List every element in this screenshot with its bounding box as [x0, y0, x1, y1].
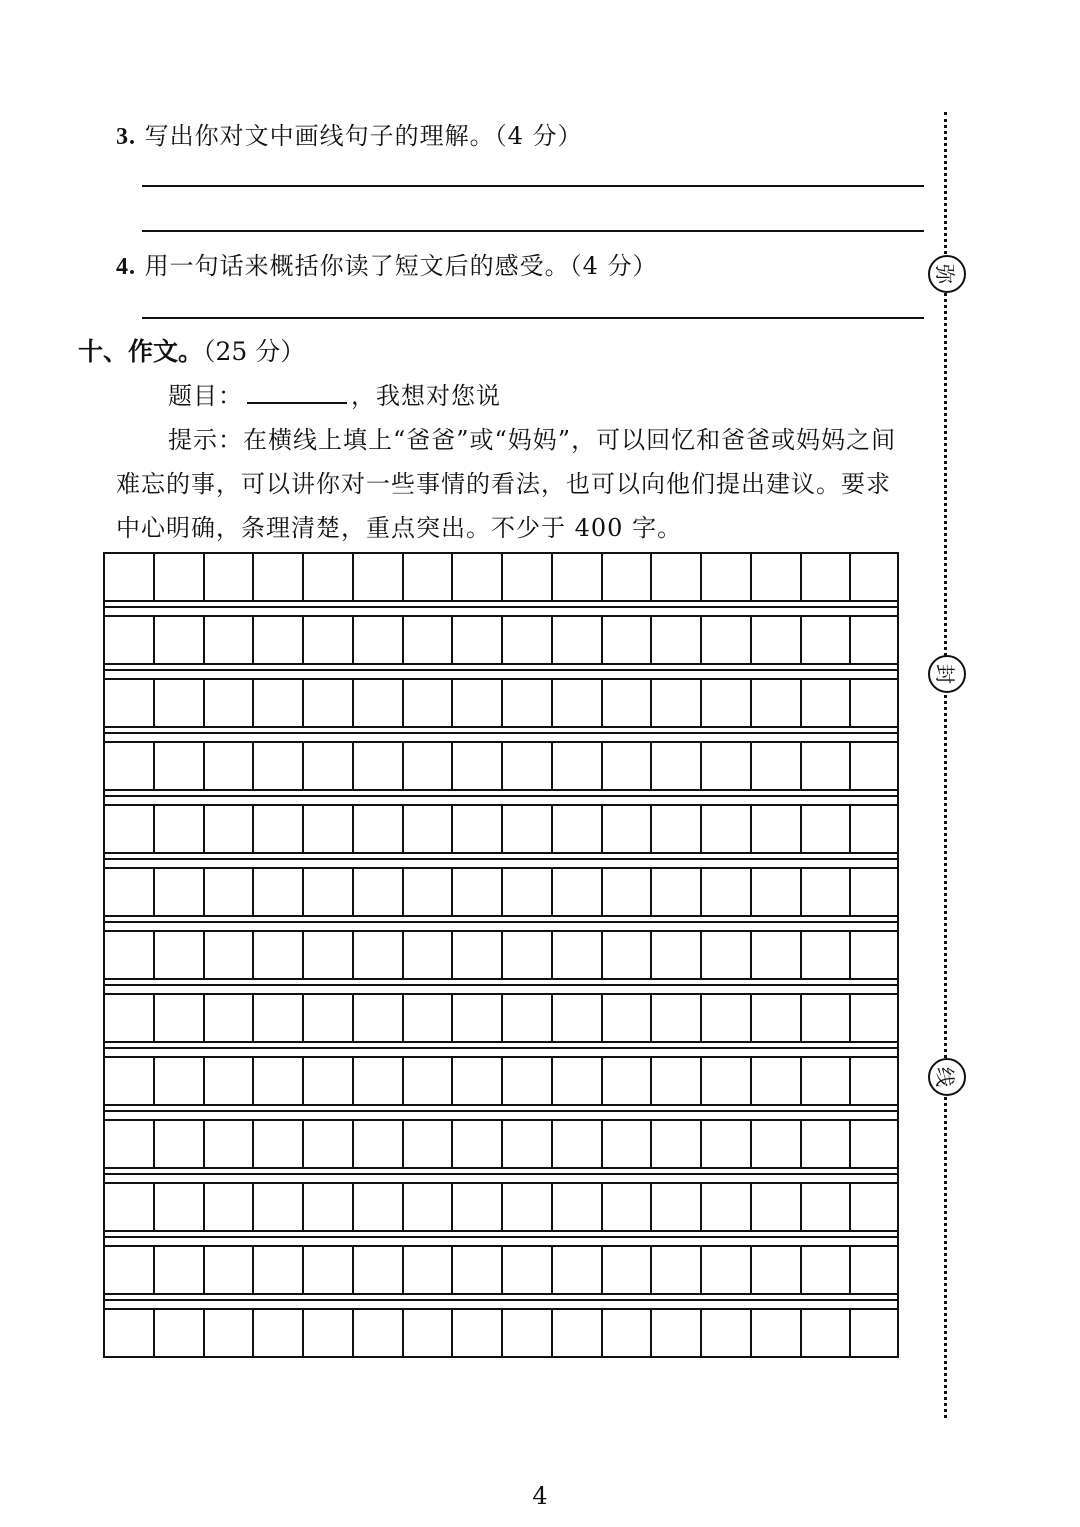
grid-row	[103, 993, 899, 1043]
grid-cell[interactable]	[652, 554, 702, 600]
grid-cell[interactable]	[205, 1310, 255, 1356]
grid-cell[interactable]	[453, 743, 503, 789]
grid-cell[interactable]	[354, 806, 404, 852]
grid-cell[interactable]	[205, 1184, 255, 1230]
grid-cell[interactable]	[404, 680, 454, 726]
grid-cell[interactable]	[652, 1310, 702, 1356]
grid-cell[interactable]	[603, 680, 653, 726]
grid-cell[interactable]	[354, 995, 404, 1041]
grid-cell[interactable]	[752, 1121, 802, 1167]
question-4-text: 用一句话来概括你读了短文后的感受。（4 分）	[144, 252, 658, 280]
grid-cell[interactable]	[155, 554, 205, 600]
title-blank[interactable]	[247, 378, 347, 404]
binding-seal: 弥	[928, 255, 966, 293]
grid-cell[interactable]	[254, 995, 304, 1041]
grid-cell[interactable]	[851, 1247, 901, 1293]
grid-cell[interactable]	[603, 743, 653, 789]
grid-row-gap	[103, 665, 899, 678]
grid-cell[interactable]	[503, 1310, 553, 1356]
grid-row	[103, 1308, 899, 1358]
grid-cell[interactable]	[752, 1310, 802, 1356]
grid-cell[interactable]	[503, 995, 553, 1041]
grid-cell[interactable]	[304, 1184, 354, 1230]
grid-cell[interactable]	[802, 1121, 852, 1167]
grid-cell[interactable]	[404, 1184, 454, 1230]
grid-cell[interactable]	[404, 869, 454, 915]
grid-cell[interactable]	[851, 1184, 901, 1230]
grid-cell[interactable]	[802, 1184, 852, 1230]
grid-cell[interactable]	[652, 869, 702, 915]
grid-cell[interactable]	[553, 554, 603, 600]
grid-cell[interactable]	[603, 1184, 653, 1230]
grid-row-gap	[103, 602, 899, 615]
binding-seal: 线	[928, 1058, 966, 1096]
grid-cell[interactable]	[354, 932, 404, 978]
grid-cell[interactable]	[254, 806, 304, 852]
grid-cell[interactable]	[553, 680, 603, 726]
grid-cell[interactable]	[802, 995, 852, 1041]
grid-cell[interactable]	[404, 806, 454, 852]
grid-cell[interactable]	[503, 1121, 553, 1167]
grid-cell[interactable]	[652, 806, 702, 852]
grid-cell[interactable]	[802, 680, 852, 726]
grid-cell[interactable]	[105, 806, 155, 852]
grid-cell[interactable]	[652, 680, 702, 726]
grid-cell[interactable]	[354, 1184, 404, 1230]
grid-cell[interactable]	[752, 1058, 802, 1104]
grid-cell[interactable]	[354, 1121, 404, 1167]
grid-cell[interactable]	[652, 1121, 702, 1167]
grid-cell[interactable]	[105, 1310, 155, 1356]
grid-cell[interactable]	[205, 554, 255, 600]
grid-cell[interactable]	[802, 554, 852, 600]
grid-cell[interactable]	[254, 743, 304, 789]
grid-cell[interactable]	[553, 1247, 603, 1293]
grid-cell[interactable]	[354, 1247, 404, 1293]
grid-cell[interactable]	[752, 743, 802, 789]
grid-cell[interactable]	[851, 743, 901, 789]
grid-row	[103, 1119, 899, 1169]
grid-cell[interactable]	[603, 932, 653, 978]
grid-cell[interactable]	[503, 1184, 553, 1230]
grid-row-gap	[103, 728, 899, 741]
grid-cell[interactable]	[453, 1184, 503, 1230]
grid-row-gap	[103, 917, 899, 930]
grid-cell[interactable]	[404, 932, 454, 978]
grid-cell[interactable]	[453, 1247, 503, 1293]
grid-row-gap	[103, 980, 899, 993]
grid-cell[interactable]	[453, 995, 503, 1041]
question-3-number: 3.	[116, 124, 136, 150]
grid-cell[interactable]	[254, 869, 304, 915]
grid-cell[interactable]	[752, 869, 802, 915]
grid-cell[interactable]	[851, 1310, 901, 1356]
grid-cell[interactable]	[304, 869, 354, 915]
grid-cell[interactable]	[254, 680, 304, 726]
grid-cell[interactable]	[752, 932, 802, 978]
grid-row	[103, 804, 899, 854]
grid-cell[interactable]	[354, 554, 404, 600]
grid-cell[interactable]	[851, 554, 901, 600]
grid-cell[interactable]	[205, 1121, 255, 1167]
grid-row	[103, 615, 899, 665]
grid-cell[interactable]	[254, 1310, 304, 1356]
grid-row-gap	[103, 1106, 899, 1119]
grid-cell[interactable]	[702, 680, 752, 726]
grid-cell[interactable]	[105, 1121, 155, 1167]
section-number: 十、	[78, 337, 129, 366]
grid-cell[interactable]	[354, 743, 404, 789]
grid-cell[interactable]	[802, 1247, 852, 1293]
grid-cell[interactable]	[354, 1310, 404, 1356]
grid-cell[interactable]	[603, 1310, 653, 1356]
grid-cell[interactable]	[503, 617, 553, 663]
grid-cell[interactable]	[652, 617, 702, 663]
hint-line-1: 提示：在横线上填上“爸爸”或“妈妈”，可以回忆和爸爸或妈妈之间	[168, 426, 897, 454]
grid-cell[interactable]	[205, 806, 255, 852]
grid-cell[interactable]	[404, 554, 454, 600]
grid-cell[interactable]	[453, 1310, 503, 1356]
grid-cell[interactable]	[254, 617, 304, 663]
grid-cell[interactable]	[304, 554, 354, 600]
grid-cell[interactable]	[802, 932, 852, 978]
grid-cell[interactable]	[702, 869, 752, 915]
grid-cell[interactable]	[205, 932, 255, 978]
grid-cell[interactable]	[453, 554, 503, 600]
grid-row	[103, 930, 899, 980]
grid-cell[interactable]	[652, 743, 702, 789]
grid-cell[interactable]	[155, 1247, 205, 1293]
grid-cell[interactable]	[304, 743, 354, 789]
grid-cell[interactable]	[155, 617, 205, 663]
grid-cell[interactable]	[702, 1247, 752, 1293]
grid-cell[interactable]	[752, 995, 802, 1041]
grid-row	[103, 1182, 899, 1232]
grid-cell[interactable]	[702, 1058, 752, 1104]
grid-row	[103, 867, 899, 917]
grid-cell[interactable]	[254, 1184, 304, 1230]
grid-cell[interactable]	[105, 743, 155, 789]
grid-cell[interactable]	[851, 806, 901, 852]
grid-cell[interactable]	[304, 680, 354, 726]
grid-cell[interactable]	[802, 1058, 852, 1104]
grid-cell[interactable]	[702, 1184, 752, 1230]
grid-cell[interactable]	[205, 869, 255, 915]
grid-cell[interactable]	[802, 743, 852, 789]
grid-cell[interactable]	[851, 617, 901, 663]
grid-cell[interactable]	[155, 1058, 205, 1104]
grid-cell[interactable]	[603, 806, 653, 852]
grid-cell[interactable]	[702, 1310, 752, 1356]
grid-cell[interactable]	[652, 995, 702, 1041]
grid-cell[interactable]	[155, 1121, 205, 1167]
grid-cell[interactable]	[304, 995, 354, 1041]
grid-cell[interactable]	[404, 743, 454, 789]
grid-row-gap	[103, 1043, 899, 1056]
grid-cell[interactable]	[652, 932, 702, 978]
grid-cell[interactable]	[155, 806, 205, 852]
grid-cell[interactable]	[105, 869, 155, 915]
grid-cell[interactable]	[453, 1058, 503, 1104]
grid-cell[interactable]	[155, 932, 205, 978]
grid-cell[interactable]	[702, 554, 752, 600]
grid-cell[interactable]	[702, 995, 752, 1041]
grid-cell[interactable]	[304, 932, 354, 978]
grid-cell[interactable]	[752, 617, 802, 663]
grid-cell[interactable]	[354, 617, 404, 663]
grid-row	[103, 1245, 899, 1295]
grid-cell[interactable]	[603, 869, 653, 915]
grid-cell[interactable]	[205, 1247, 255, 1293]
grid-cell[interactable]	[404, 1247, 454, 1293]
grid-cell[interactable]	[553, 1310, 603, 1356]
grid-cell[interactable]	[652, 1184, 702, 1230]
grid-row-gap	[103, 1169, 899, 1182]
grid-cell[interactable]	[155, 869, 205, 915]
grid-row	[103, 741, 899, 791]
grid-cell[interactable]	[304, 1310, 354, 1356]
grid-row-gap	[103, 1295, 899, 1308]
grid-cell[interactable]	[851, 995, 901, 1041]
grid-row-gap	[103, 791, 899, 804]
grid-cell[interactable]	[404, 1121, 454, 1167]
grid-cell[interactable]	[851, 932, 901, 978]
grid-cell[interactable]	[851, 869, 901, 915]
grid-cell[interactable]	[105, 554, 155, 600]
grid-cell[interactable]	[503, 743, 553, 789]
hint-line-3: 中心明确，条理清楚，重点突出。不少于 400 字。	[116, 514, 683, 542]
question-4-number: 4.	[116, 254, 136, 280]
grid-cell[interactable]	[503, 680, 553, 726]
question-4	[116, 246, 658, 281]
grid-cell[interactable]	[702, 743, 752, 789]
grid-cell[interactable]	[503, 1247, 553, 1293]
grid-cell[interactable]	[702, 932, 752, 978]
grid-cell[interactable]	[553, 806, 603, 852]
grid-cell[interactable]	[105, 932, 155, 978]
grid-cell[interactable]	[155, 743, 205, 789]
grid-cell[interactable]	[553, 1121, 603, 1167]
grid-cell[interactable]	[851, 1058, 901, 1104]
grid-cell[interactable]	[752, 554, 802, 600]
grid-cell[interactable]	[155, 995, 205, 1041]
grid-cell[interactable]	[105, 617, 155, 663]
grid-cell[interactable]	[354, 680, 404, 726]
answer-line[interactable]	[142, 317, 924, 319]
grid-row	[103, 552, 899, 602]
grid-cell[interactable]	[453, 617, 503, 663]
grid-cell[interactable]	[553, 869, 603, 915]
grid-cell[interactable]	[652, 1247, 702, 1293]
grid-cell[interactable]	[603, 554, 653, 600]
question-3-text: 写出你对文中画线句子的理解。（4 分）	[144, 122, 583, 150]
grid-row	[103, 678, 899, 728]
grid-cell[interactable]	[553, 995, 603, 1041]
grid-cell[interactable]	[105, 1184, 155, 1230]
grid-cell[interactable]	[254, 1121, 304, 1167]
grid-cell[interactable]	[254, 1247, 304, 1293]
grid-cell[interactable]	[453, 806, 503, 852]
grid-cell[interactable]	[553, 617, 603, 663]
grid-cell[interactable]	[652, 1058, 702, 1104]
grid-cell[interactable]	[304, 617, 354, 663]
grid-cell[interactable]	[404, 1310, 454, 1356]
grid-row-gap	[103, 854, 899, 867]
grid-cell[interactable]	[802, 869, 852, 915]
hint-line-2: 难忘的事，可以讲你对一些事情的看法，也可以向他们提出建议。要求	[116, 470, 891, 498]
grid-cell[interactable]	[254, 932, 304, 978]
grid-cell[interactable]	[802, 806, 852, 852]
grid-cell[interactable]	[155, 1184, 205, 1230]
grid-cell[interactable]	[105, 680, 155, 726]
grid-cell[interactable]	[802, 1310, 852, 1356]
grid-cell[interactable]	[503, 806, 553, 852]
grid-cell[interactable]	[205, 743, 255, 789]
binding-dotted-line	[944, 112, 947, 1418]
grid-cell[interactable]	[553, 932, 603, 978]
grid-cell[interactable]	[603, 617, 653, 663]
grid-cell[interactable]	[702, 617, 752, 663]
grid-cell[interactable]	[304, 1058, 354, 1104]
grid-cell[interactable]	[702, 806, 752, 852]
grid-cell[interactable]	[802, 617, 852, 663]
grid-cell[interactable]	[752, 680, 802, 726]
grid-cell[interactable]	[851, 1121, 901, 1167]
grid-cell[interactable]	[752, 1247, 802, 1293]
section-score: （25 分）	[203, 337, 306, 366]
title-suffix: ，我想对您说	[351, 382, 501, 410]
grid-cell[interactable]	[404, 995, 454, 1041]
grid-row-gap	[103, 1232, 899, 1245]
grid-cell[interactable]	[205, 617, 255, 663]
grid-cell[interactable]	[304, 806, 354, 852]
section-title: 作文。	[128, 337, 204, 366]
answer-line[interactable]	[142, 230, 924, 232]
grid-cell[interactable]	[105, 1247, 155, 1293]
answer-line[interactable]	[142, 185, 924, 187]
grid-cell[interactable]	[603, 995, 653, 1041]
grid-cell[interactable]	[404, 617, 454, 663]
grid-cell[interactable]	[404, 1058, 454, 1104]
grid-cell[interactable]	[453, 932, 503, 978]
grid-cell[interactable]	[752, 806, 802, 852]
composition-grid[interactable]	[103, 552, 899, 1358]
question-3	[116, 116, 583, 151]
page-number: 4	[532, 1482, 548, 1510]
grid-cell[interactable]	[453, 1121, 503, 1167]
grid-cell[interactable]	[354, 869, 404, 915]
grid-cell[interactable]	[702, 1121, 752, 1167]
grid-cell[interactable]	[304, 1121, 354, 1167]
grid-cell[interactable]	[453, 869, 503, 915]
grid-cell[interactable]	[851, 680, 901, 726]
grid-cell[interactable]	[603, 1058, 653, 1104]
grid-cell[interactable]	[205, 995, 255, 1041]
grid-row	[103, 1056, 899, 1106]
grid-cell[interactable]	[155, 680, 205, 726]
grid-cell[interactable]	[105, 995, 155, 1041]
section-heading	[78, 332, 305, 368]
binding-seal: 封	[928, 655, 966, 693]
grid-cell[interactable]	[254, 1058, 304, 1104]
grid-cell[interactable]	[503, 554, 553, 600]
grid-cell[interactable]	[205, 1058, 255, 1104]
grid-cell[interactable]	[603, 1247, 653, 1293]
grid-cell[interactable]	[553, 743, 603, 789]
grid-cell[interactable]	[503, 869, 553, 915]
grid-cell[interactable]	[752, 1184, 802, 1230]
grid-cell[interactable]	[155, 1310, 205, 1356]
composition-title-line	[168, 376, 501, 411]
grid-cell[interactable]	[254, 554, 304, 600]
grid-cell[interactable]	[553, 1184, 603, 1230]
grid-cell[interactable]	[105, 1058, 155, 1104]
grid-cell[interactable]	[354, 1058, 404, 1104]
grid-cell[interactable]	[304, 1247, 354, 1293]
grid-cell[interactable]	[553, 1058, 603, 1104]
grid-cell[interactable]	[205, 680, 255, 726]
title-prefix: 题目：	[168, 382, 243, 410]
grid-cell[interactable]	[603, 1121, 653, 1167]
grid-cell[interactable]	[503, 1058, 553, 1104]
grid-cell[interactable]	[453, 680, 503, 726]
grid-cell[interactable]	[503, 932, 553, 978]
